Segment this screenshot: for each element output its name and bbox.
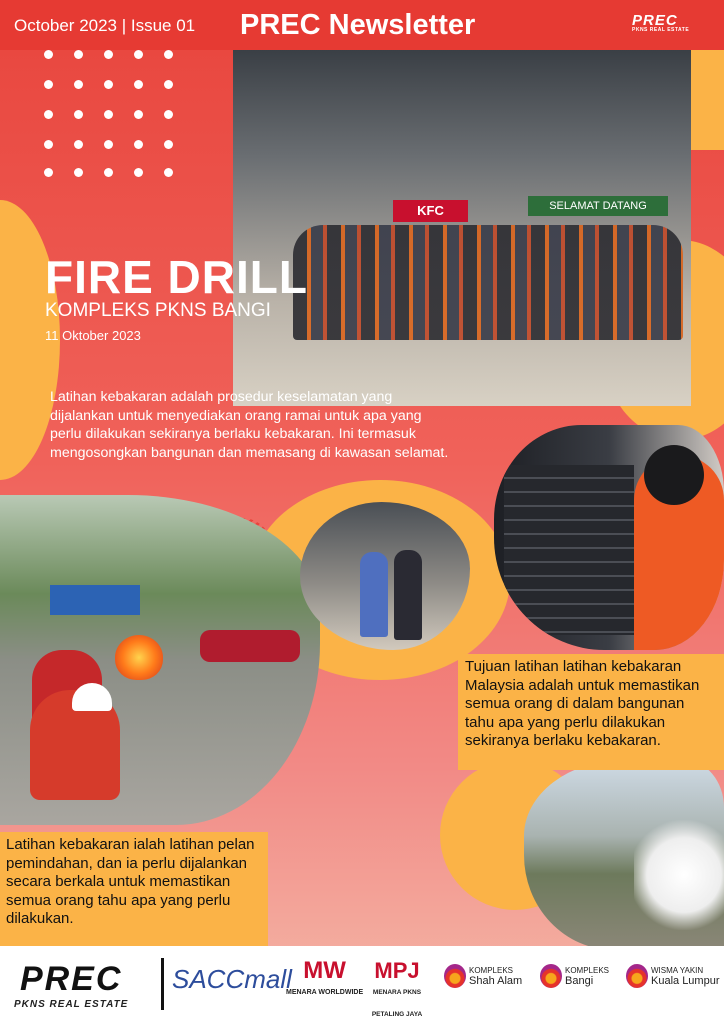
fire-flame <box>115 635 163 680</box>
wisma-yakin-logo <box>626 964 720 988</box>
staff-figure <box>394 550 422 640</box>
kfc-sign: KFC <box>393 200 468 222</box>
evacuation-photo <box>524 760 724 950</box>
menara-pkns-pj-logo <box>362 960 432 1024</box>
k2-name: Bangi <box>565 975 594 987</box>
k2-top: KOMPLEKS <box>565 966 610 975</box>
hero-subtitle: KOMPLEKS PKNS BANGI <box>45 300 271 321</box>
kompleks-shah-alam-logo <box>444 964 522 988</box>
prec-logo-text: PREC <box>632 12 678 29</box>
flower-icon <box>626 964 648 988</box>
mw-mark: MW <box>303 957 346 984</box>
group-photo <box>233 50 691 406</box>
issue-label: October 2023 | Issue 01 <box>14 16 196 35</box>
group-people <box>293 225 683 340</box>
footer-logos <box>0 946 724 1024</box>
saccmall-logo: SACCmall <box>172 964 292 994</box>
tent <box>50 585 140 615</box>
prec-logo-sub: PKNS REAL ESTATE <box>14 999 129 1010</box>
definition-textbox: Latihan kebakaran ialah latihan pelan pemindahan, dan ia perlu dijalankan secara berkala untuk memastikan semua orang tahu apa yang perlu dilakukan. <box>0 832 268 946</box>
newsletter-title: PREC Newsletter <box>240 9 476 41</box>
staff-head <box>644 445 704 505</box>
logo-divider <box>161 958 164 1010</box>
fire-alarm-panel <box>504 465 634 635</box>
kompleks-bangi-logo <box>540 964 609 988</box>
k1-name: Shah Alam <box>469 975 523 987</box>
purpose-textbox: Tujuan latihan latihan kebakaran Malaysia adalah untuk memastikan semua orang di dalam bangunan tahu apa yang perlu dilakukan sekiranya berlaku kebakaran. <box>458 654 724 770</box>
k1-top: KOMPLEKS <box>469 966 514 975</box>
prec-logo <box>14 960 128 1010</box>
k3-top: WISMA YAKIN <box>651 966 704 975</box>
mpj-mark: MPJ <box>374 958 420 983</box>
control-panel-photo <box>494 425 724 650</box>
prec-logo-text: PREC <box>19 960 123 998</box>
prec-logo-top <box>632 12 689 33</box>
car <box>200 630 300 662</box>
k3-name: Kuala Lumpur <box>651 975 720 987</box>
flower-icon <box>540 964 562 988</box>
extinguisher-smoke <box>634 820 724 930</box>
deco-dot-grid <box>44 50 194 180</box>
flower-icon <box>444 964 466 988</box>
helmet <box>72 683 112 711</box>
welcome-sign: SELAMAT DATANG <box>528 196 668 216</box>
header-bar <box>0 0 724 50</box>
mw-sub: MENARA WORLDWIDE <box>286 989 364 996</box>
officer-figure <box>360 552 388 637</box>
extinguisher-photo <box>0 495 320 825</box>
prec-logo-sub: PKNS REAL ESTATE <box>632 27 690 33</box>
mpj-sub: MENARA PKNS PETALING JAYA <box>371 989 423 1018</box>
hero-title: FIRE DRILL <box>45 251 308 303</box>
menara-worldwide-logo <box>286 957 364 1004</box>
lead-paragraph: Latihan kebakaran adalah prosedur keselamatan yang dijalankan untuk menyediakan orang ramai untuk apa yang perlu dilakukan sekiranya berlaku kebakaran. Ini termasuk mengosongkan bangunan dan memasang di kawasan selamat. <box>50 389 449 461</box>
hero-date: 11 Oktober 2023 <box>45 328 141 343</box>
